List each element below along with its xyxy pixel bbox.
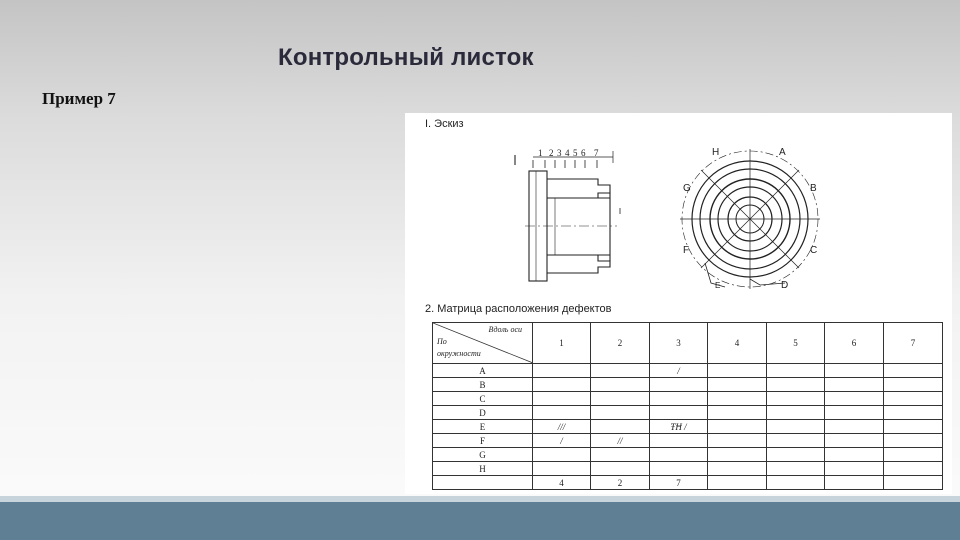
total-cell bbox=[708, 476, 767, 490]
tally-cell bbox=[884, 364, 943, 378]
section-mark: 5 bbox=[573, 148, 578, 158]
totals-row bbox=[433, 476, 943, 490]
tally-cell bbox=[708, 462, 767, 476]
total-cell: 2 bbox=[591, 476, 650, 490]
tally-cell bbox=[533, 448, 591, 462]
table-row bbox=[433, 406, 943, 420]
tally-cell bbox=[825, 392, 884, 406]
circle-letter: G bbox=[683, 183, 691, 194]
column-header: 1 bbox=[533, 323, 591, 364]
tally-cell bbox=[591, 364, 650, 378]
tally-cell bbox=[884, 378, 943, 392]
table-row bbox=[433, 448, 943, 462]
column-header: 3 bbox=[650, 323, 708, 364]
section-mark: 7 bbox=[594, 148, 599, 158]
table-row bbox=[433, 462, 943, 476]
column-header: 6 bbox=[825, 323, 884, 364]
tally-cell bbox=[591, 420, 650, 434]
sketch-heading: I. Эскиз bbox=[425, 118, 464, 130]
tally-cell bbox=[825, 378, 884, 392]
tally-cell: ŦĦ / bbox=[650, 420, 708, 434]
circular-view-drawing bbox=[680, 149, 820, 289]
tally-cell bbox=[708, 378, 767, 392]
total-cell: 7 bbox=[650, 476, 708, 490]
tally-cell bbox=[650, 378, 708, 392]
tally-cell bbox=[650, 392, 708, 406]
total-cell bbox=[884, 476, 943, 490]
section-mark: 4 bbox=[565, 148, 570, 158]
row-label: A bbox=[433, 364, 533, 378]
table-row bbox=[433, 420, 943, 434]
tally-cell bbox=[533, 392, 591, 406]
tally-cell bbox=[884, 406, 943, 420]
tally-cell bbox=[591, 462, 650, 476]
tally-cell bbox=[533, 378, 591, 392]
circle-letter: C bbox=[810, 245, 818, 256]
table-row bbox=[433, 434, 943, 448]
around-label: окружности bbox=[437, 349, 481, 358]
tally-cell bbox=[650, 462, 708, 476]
footer-bar bbox=[0, 502, 960, 540]
section-mark: 2 bbox=[549, 148, 554, 158]
tally-cell bbox=[825, 406, 884, 420]
tally-cell bbox=[708, 448, 767, 462]
row-label: B bbox=[433, 378, 533, 392]
tally-cell bbox=[767, 406, 825, 420]
tally-cell bbox=[591, 392, 650, 406]
column-header: 5 bbox=[767, 323, 825, 364]
row-label: H bbox=[433, 462, 533, 476]
tally-cell: / bbox=[650, 364, 708, 378]
corner-header-cell bbox=[433, 323, 533, 364]
total-cell bbox=[767, 476, 825, 490]
circle-letter: A bbox=[779, 147, 786, 158]
tally-cell bbox=[825, 448, 884, 462]
matrix-heading: 2. Матрица расположения дефектов bbox=[425, 303, 612, 315]
row-label: C bbox=[433, 392, 533, 406]
tally-cell bbox=[884, 434, 943, 448]
tally-cell bbox=[767, 462, 825, 476]
tally-cell bbox=[767, 392, 825, 406]
tally-cell bbox=[767, 420, 825, 434]
tally-cell bbox=[533, 364, 591, 378]
tally-cell: / bbox=[533, 434, 591, 448]
tally-cell bbox=[708, 364, 767, 378]
section-mark: 3 bbox=[557, 148, 562, 158]
tally-cell bbox=[884, 420, 943, 434]
along-axis-label: Вдоль оси bbox=[488, 325, 522, 334]
row-label: G bbox=[433, 448, 533, 462]
circle-letter: B bbox=[810, 183, 817, 194]
tally-cell bbox=[650, 434, 708, 448]
tally-cell bbox=[767, 434, 825, 448]
tally-cell bbox=[825, 420, 884, 434]
tally-cell bbox=[708, 406, 767, 420]
row-label: F bbox=[433, 434, 533, 448]
circle-letter: E bbox=[715, 281, 721, 290]
tally-cell bbox=[708, 420, 767, 434]
table-row bbox=[433, 392, 943, 406]
tally-cell bbox=[884, 462, 943, 476]
tally-cell bbox=[767, 364, 825, 378]
circle-letter: F bbox=[683, 245, 690, 256]
tally-cell bbox=[591, 406, 650, 420]
tally-cell bbox=[825, 462, 884, 476]
tally-cell bbox=[533, 462, 591, 476]
tally-cell bbox=[767, 448, 825, 462]
part-profile-drawing bbox=[515, 151, 620, 281]
tally-cell bbox=[650, 448, 708, 462]
row-label: D bbox=[433, 406, 533, 420]
defect-matrix-table bbox=[432, 322, 943, 490]
table-row bbox=[433, 364, 943, 378]
circle-letter: D bbox=[781, 280, 789, 291]
tally-cell bbox=[533, 406, 591, 420]
tally-cell bbox=[650, 406, 708, 420]
tally-cell bbox=[884, 392, 943, 406]
row-label: E bbox=[433, 420, 533, 434]
tally-cell bbox=[825, 434, 884, 448]
tally-cell bbox=[708, 434, 767, 448]
tally-cell bbox=[591, 378, 650, 392]
total-cell bbox=[825, 476, 884, 490]
tally-cell bbox=[708, 392, 767, 406]
section-mark: 1 bbox=[538, 148, 543, 158]
totals-label-cell bbox=[433, 476, 533, 490]
sketch-drawing bbox=[405, 113, 952, 313]
tally-cell bbox=[767, 378, 825, 392]
around-label: По bbox=[437, 337, 447, 346]
tally-cell bbox=[884, 448, 943, 462]
table-row bbox=[433, 378, 943, 392]
column-header: 4 bbox=[708, 323, 767, 364]
tally-cell: // bbox=[591, 434, 650, 448]
total-cell: 4 bbox=[533, 476, 591, 490]
circle-letter: H bbox=[712, 147, 720, 158]
tally-cell: /// bbox=[533, 420, 591, 434]
example-label: Пример 7 bbox=[42, 89, 116, 108]
document-scan bbox=[405, 113, 952, 494]
column-header: 7 bbox=[884, 323, 943, 364]
section-mark: 6 bbox=[581, 148, 586, 158]
tally-cell bbox=[591, 448, 650, 462]
tally-cell bbox=[825, 364, 884, 378]
table-header-row bbox=[433, 323, 943, 364]
slide-title: Контрольный листок bbox=[278, 44, 534, 71]
column-header: 2 bbox=[591, 323, 650, 364]
